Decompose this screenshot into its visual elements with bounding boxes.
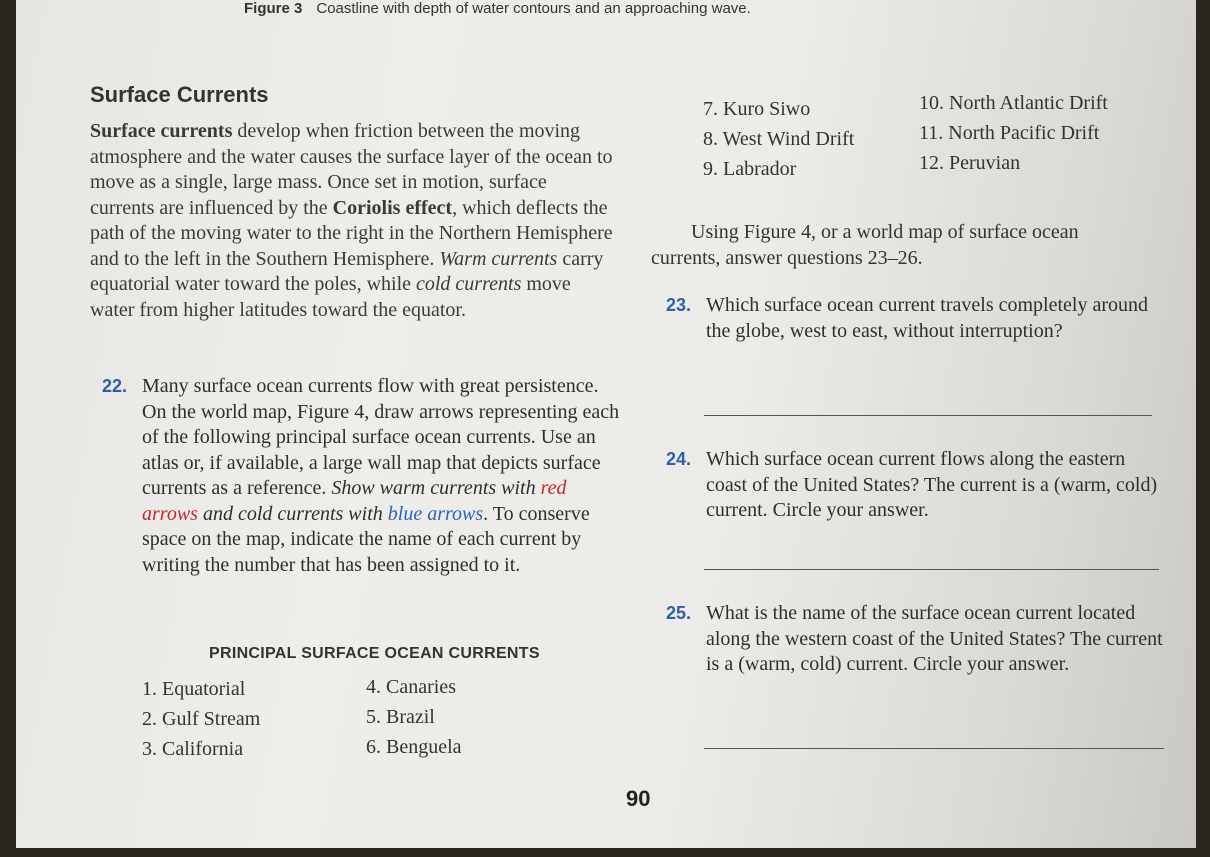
intro-paragraph (90, 119, 616, 323)
answer-line-23[interactable] (704, 415, 1152, 416)
list-item: 8. West Wind Drift (703, 128, 855, 150)
workbook-page (16, 0, 1196, 848)
question-text: Which surface ocean current flows along the eastern coast of the United States? The current is a (warm, cold) current. Circle your answer. (706, 448, 1158, 521)
question-text (142, 374, 622, 578)
intro-text-3: carry equatorial water toward the poles, while (90, 247, 604, 295)
q22-text-2: To conserve space on the map, indicate the name of each current by writing the number that has been assigned to it. (142, 502, 590, 576)
q22-text-1: Many surface ocean currents flow with great persistence. On the world map, Figure 4, draw arrows representing each of the following principal surface ocean currents. Use an atlas or, if available, a large wall map that depicts surface currents as a reference. (142, 375, 620, 499)
blue-arrows-text: blue arrows (387, 502, 484, 525)
currents-list-col-1 (142, 674, 260, 764)
currents-list-col-2 (366, 672, 462, 762)
list-item: 3. California (142, 738, 244, 760)
instruction-text (651, 219, 1151, 271)
question-25 (666, 601, 1166, 678)
list-item: 5. Brazil (366, 706, 435, 728)
currents-list-title: PRINCIPAL SURFACE OCEAN CURRENTS (209, 645, 540, 662)
term-surface-currents: Surface currents (90, 120, 233, 142)
list-item: 9. Labrador (703, 158, 797, 180)
list-item: 11. North Pacific Drift (919, 122, 1100, 144)
figure-number: Figure 3 (244, 0, 303, 17)
section-heading: Surface Currents (90, 82, 269, 107)
red-arrows-text: red arrows (142, 477, 567, 525)
intro-text-4: move water from higher latitudes toward the equator. (90, 273, 571, 321)
intro-text-2: , which deflects the path of the moving water to the right in the Northern Hemisphere and to the left in the Southern Hemisphere. (90, 196, 613, 270)
term-cold-currents: cold currents (416, 273, 522, 295)
answer-line-24[interactable] (704, 569, 1159, 570)
answer-line-25[interactable] (704, 748, 1164, 749)
list-item: 6. Benguela (366, 736, 462, 758)
term-warm-currents: Warm currents (439, 247, 558, 270)
question-text: Which surface ocean current travels completely around the globe, west to east, without interruption? (706, 294, 1149, 342)
question-number: 24. (666, 449, 692, 469)
question-23 (666, 293, 1156, 344)
list-item: 7. Kuro Siwo (703, 98, 811, 120)
question-number: 23. (666, 295, 692, 315)
q22-period: . (483, 502, 489, 525)
figure-caption (244, 0, 751, 17)
currents-list-col-4 (919, 88, 1108, 178)
question-text: What is the name of the surface ocean current located along the western coast of the United States? The current is a (warm, cold) current. Circle your answer. (706, 602, 1163, 675)
list-item: 10. North Atlantic Drift (919, 92, 1108, 114)
q22-italic-2: and cold currents with (197, 502, 388, 525)
question-24 (666, 447, 1160, 524)
question-number: 25. (666, 603, 692, 623)
figure-caption-text: Coastline with depth of water contours and an approaching wave. (316, 0, 751, 17)
question-22 (102, 374, 622, 578)
instruction-body: Using Figure 4, or a world map of surface ocean currents, answer questions 23–26. (651, 221, 1079, 269)
question-number: 22. (102, 376, 128, 396)
list-item: 12. Peruvian (919, 152, 1021, 174)
list-item: 2. Gulf Stream (142, 708, 261, 730)
page-number: 90 (626, 786, 651, 811)
list-item: 1. Equatorial (142, 678, 246, 700)
term-coriolis-effect: Coriolis effect (332, 196, 453, 219)
intro-text-1: develop when friction between the moving atmosphere and the water causes the surface layer of the ocean to move as a single, large mass. Once set in motion, surface currents are influenced by the (90, 120, 613, 219)
currents-list-col-3 (703, 94, 854, 184)
list-item: 4. Canaries (366, 676, 456, 698)
q22-italic-1: Show warm currents with (331, 477, 541, 499)
